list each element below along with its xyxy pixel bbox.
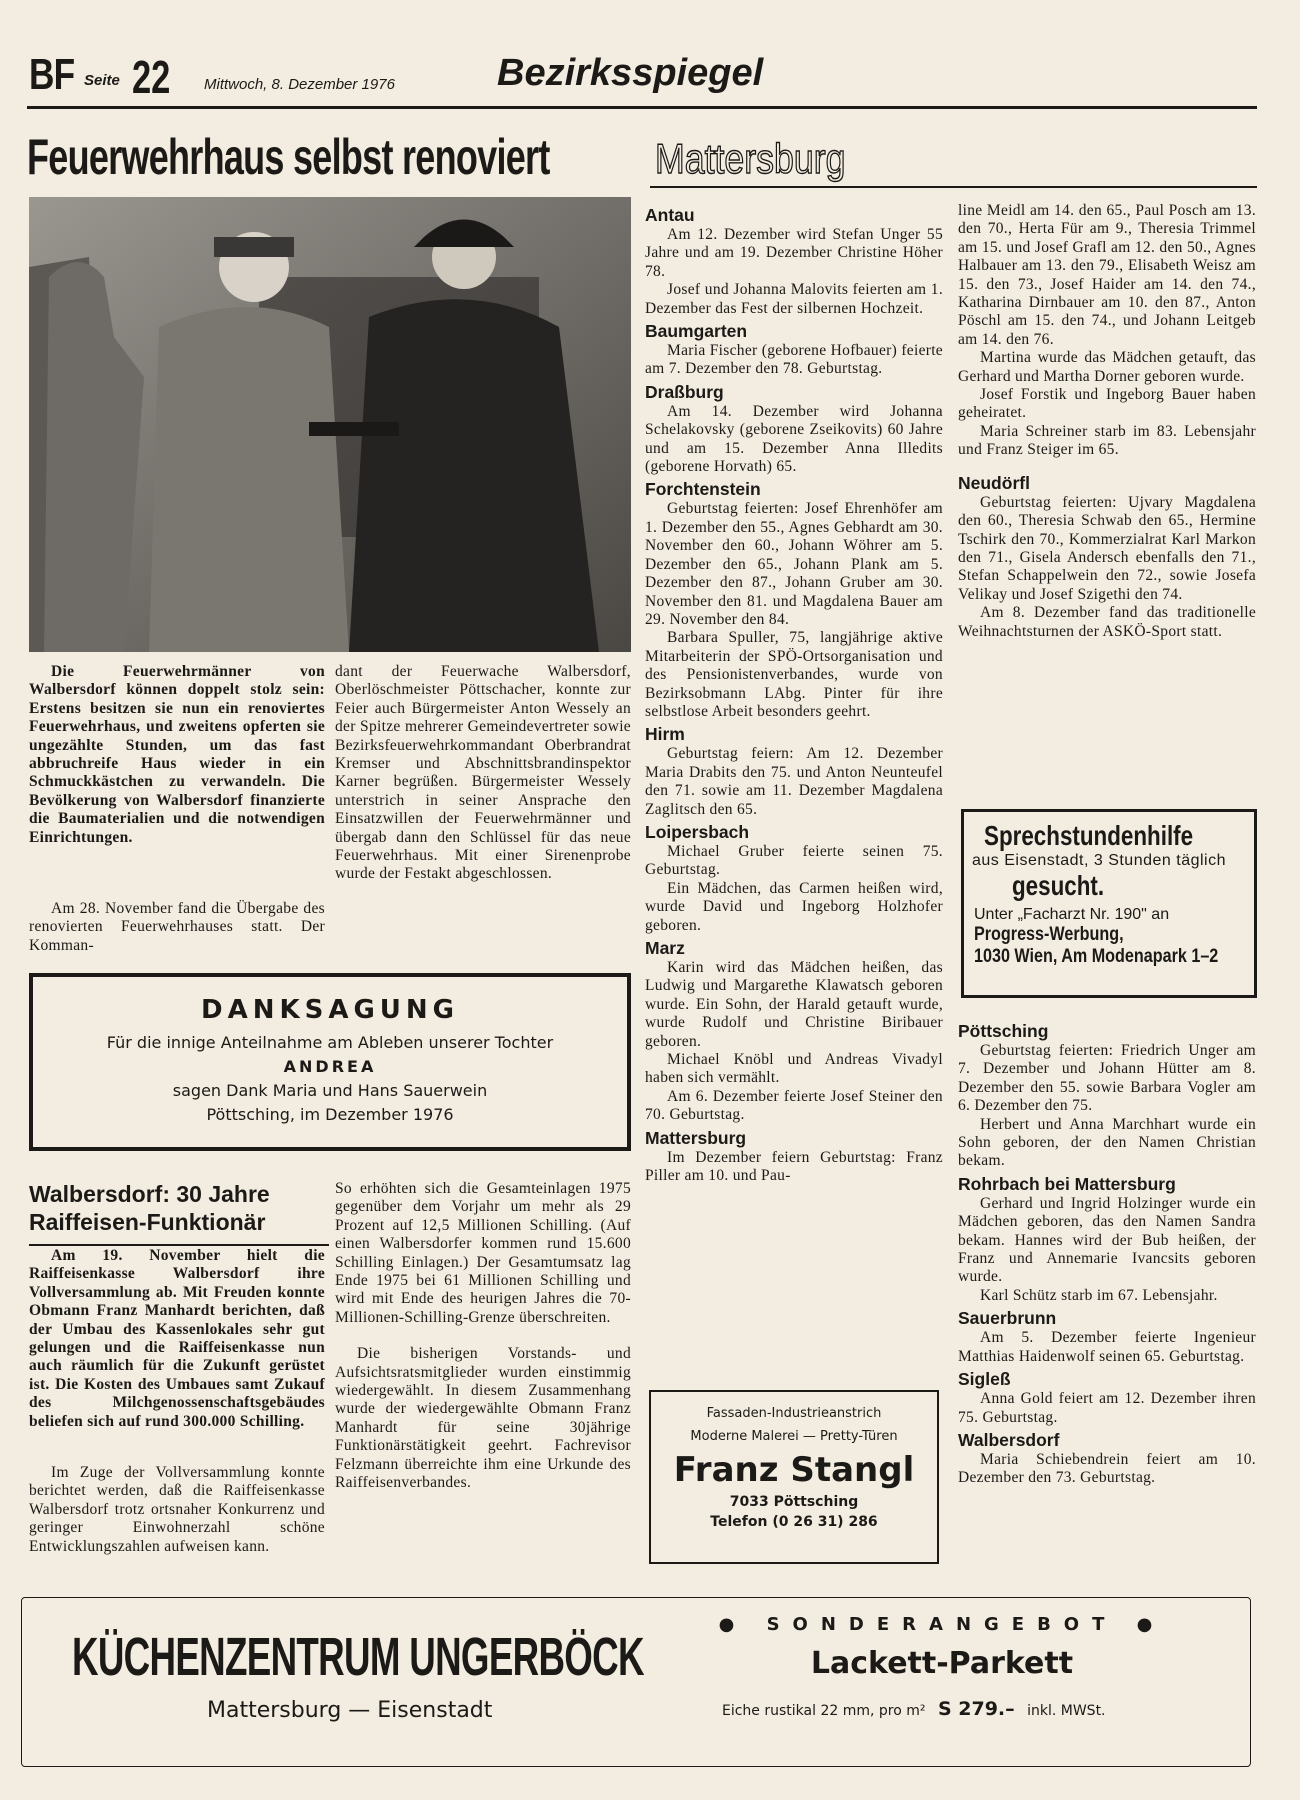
lead-caption-bold: Die Feuerwehrmänner von Walbersdorf können doppelt stolz sein: Erstens besitzen sie nun ein renoviertes Feuerwehrhaus, und zweitens opferten sie ungezählte Stunden, um das fast abbruchreife Haus wieder in ein Schmuckkästchen zu verwandeln. Die Bevölkerung von Walbersdorf finanzierte die Baumaterialien und die notwendigen Einrichtungen. — [29, 663, 325, 846]
fire-station-photo — [29, 197, 631, 652]
news-paragraph: Michael Gruber feierte seinen 75. Geburtstag. — [645, 842, 943, 879]
section-title: Bezirksspiegel — [497, 52, 764, 94]
job-ad-line1: aus Eisenstadt, 3 Stunden täglich — [972, 852, 1226, 869]
news-paragraph: Maria Schreiner starb im 83. Lebensjahr und Franz Steiger im 65. — [958, 422, 1256, 459]
offer-label — [712, 1614, 1172, 1635]
issue-date: Mittwoch, 8. Dezember 1976 — [204, 76, 395, 93]
danksagung-line1: Für die innige Anteilnahme am Ableben unserer Tochter — [106, 1033, 554, 1052]
news-paragraph: Geburtstag feiern: Am 12. Dezember Maria Drabits den 75. und Anton Neunteufel den 71. sowie am 11. Dezember Magdalena Zaglitsch den 65. — [645, 745, 943, 818]
franz-stangl-ad — [649, 1390, 939, 1564]
locality-heading: Forchtenstein — [645, 479, 761, 500]
paper-logo: BF — [29, 50, 75, 99]
danksagung-notice — [29, 973, 631, 1151]
raiffeisen-p4: Die bisherigen Vorstands- und Aufsichtsratsmitglieder wurden einstimmig wiedergewählt. In diesem Zusammenhang wurde der wiedergewählte Obmann Franz Manhardt für seine 30jährige Funktionärstätigkeit geehrt. Fachrevisor Felzmann überreichte ihm eine Urkunde des Raiffeisenverbandes. — [335, 1345, 631, 1492]
page-label: Seite — [84, 72, 120, 89]
news-paragraph: Am 8. Dezember fand das traditionelle Weihnachtsturnen der ASKÖ-Sport statt. — [958, 604, 1256, 640]
danksagung-name: ANDREA — [283, 1057, 377, 1076]
locality-heading: Marz — [645, 938, 685, 958]
raiffeisen-col1 — [29, 1247, 325, 1430]
news-paragraph: Josef und Johanna Malovits feierten am 1. Dezember das Fest der silbernen Hochzeit. — [645, 281, 943, 317]
locality-heading: Walbersdorf — [958, 1429, 1060, 1450]
news-paragraph: Gerhard und Ingrid Holzinger wurde ein Mädchen geboren, das den Namen Sandra bekam. Hannes wird der Bub heißen, der Franz und Annemarie Ivancsits geboren wurde. — [958, 1194, 1256, 1286]
header-rule — [27, 106, 1257, 109]
news-paragraph: Karin wird das Mädchen heißen, das Ludwig und Margarethe Klawatsch geboren wurde. Ein Sohn, der Harald getauft wurde, wurde Rudolf und Christine Biribauer geboren. — [645, 959, 943, 1050]
news-paragraph: Maria Schiebendrein feiert am 10. Dezember den 73. Geburtstag. — [958, 1450, 1256, 1487]
danksagung-title: DANKSAGUNG — [200, 995, 459, 1025]
raiffeisen-col2 — [335, 1180, 631, 1580]
offer-detail: Eiche rustikal 22 mm, pro m² — [722, 1703, 926, 1719]
news-paragraph: line Meidl am 14. den 65., Paul Posch am 13. den 70., Herta Für am 9., Theresia Trimmel am 15. und Josef Grafl am 12. den 50., Agnes Halbauer am 13. den 79., Elisabeth Weisz am 15. den 73., Josef Haider am 14. den 74., Katharina Dirnbauer am 10. den 87., Anton Pöschl am 15. den 74., und Johann Leitgeb am 14. den 76. — [958, 202, 1256, 348]
bullet-icon: ● — [718, 1614, 748, 1635]
raiffeisen-col1b — [29, 1464, 325, 1579]
news-paragraph: Herbert und Anna Marchhart wurde ein Sohn geboren, der den Namen Christian bekam. — [958, 1115, 1256, 1170]
offer-label-text: SONDERANGEBOT — [766, 1614, 1118, 1635]
news-paragraph: Geburtstag feierten: Friedrich Unger am 7. Dezember und Johann Hütter am 8. Dezember den 55. sowie Barbara Vogler am 6. Dezember den 75. — [958, 1042, 1256, 1115]
local-news-column-right-bottom — [958, 1018, 1256, 1583]
locality-heading: Sigleß — [958, 1369, 1011, 1390]
locality-heading: Pöttsching — [958, 1021, 1049, 1041]
news-paragraph: Am 12. Dezember wird Stefan Unger 55 Jahre und am 19. Dezember Christine Höher 78. — [645, 226, 943, 280]
stangl-name: Franz Stangl — [673, 1450, 915, 1490]
offer-tax: inkl. MWSt. — [1027, 1703, 1106, 1719]
news-paragraph: Am 14. Dezember wird Johanna Schelakovsky (geborene Zseikovits) 60 Jahre und am 15. Dezember Anna Illedits (geborene Horvath) 65. — [645, 402, 943, 476]
region-rule — [650, 186, 1257, 188]
raiffeisen-headline: Walbersdorf: 30 Jahre Raiffeisen-Funktionär — [29, 1180, 329, 1246]
stangl-line2: Moderne Malerei — Pretty-Türen — [690, 1429, 898, 1444]
danksagung-line2: sagen Dank Maria und Hans Sauerwein — [172, 1081, 488, 1100]
stangl-line1: Fassaden-Industrieanstrich — [706, 1406, 882, 1421]
offer-detail-line — [722, 1698, 1106, 1720]
offer-price: S 279.– — [937, 1698, 1015, 1720]
news-paragraph: Josef Forstik und Ingeborg Bauer haben geheiratet. — [958, 386, 1256, 422]
job-ad-line2: gesucht. — [1012, 870, 1105, 901]
locality-heading: Neudörfl — [958, 472, 1030, 493]
locality-heading: Hirm — [645, 724, 685, 745]
news-paragraph: Geburtstag feierten: Ujvary Magdalena den 60., Theresia Schwab den 65., Hermine Tschirk den 70., Kommerzialrat Karl Markon den 71., Gisela Andersch ebenfalls den 71., Stefan Schappelwein den 72., sowie Josefa Velikay und Josef Szigethi den 74. — [958, 493, 1256, 603]
local-news-column-right-top — [958, 202, 1256, 802]
news-paragraph: Im Dezember feiern Geburtstag: Franz Piller am 10. und Pau- — [645, 1148, 943, 1185]
news-paragraph: Ein Mädchen, das Carmen heißen wird, wurde David und Ingeborg Holzhofer geboren. — [645, 879, 943, 934]
locality-heading: Antau — [645, 205, 695, 225]
locality-heading: Baumgarten — [645, 321, 748, 342]
job-ad-line5: 1030 Wien, Am Modenapark 1–2 — [974, 946, 1219, 967]
news-paragraph: Karl Schütz starb im 67. Lebensjahr. — [980, 1286, 1218, 1304]
news-paragraph: Michael Knöbl und Andreas Vivadyl haben sich vermählt. — [645, 1051, 943, 1087]
locality-heading: Sauerbrunn — [958, 1308, 1057, 1329]
kuechenzentrum-ad — [21, 1597, 1251, 1767]
kueche-locations: Mattersburg — Eisenstadt — [207, 1698, 493, 1723]
job-ad-title: Sprechstundenhilfe — [984, 820, 1194, 851]
lead-caption-cont: dant der Feuerwache Walbersdorf, Oberlöschmeister Pöttschacher, konnte zur Feier auch Bürgermeister Anton Wessely an der Spitze mehrerer Gemeindevertreter sowie Bezirksfeuerwehrkommandant Oberbrandrat Kremser und Abschnittsbrandinspektor Karner begrüßen. Bürgermeister Wessely unterstrich in seiner Ansprache den Einsatzwillen der Feuerwehrmänner und übergab dann den Schlüssel für das neue Feuerwehrhaus. Mit einer Sirenenprobe wurde der Festakt abgeschlossen. — [335, 663, 631, 883]
raiffeisen-p3: So erhöhten sich die Gesamteinlagen 1975 gegenüber dem Vorjahr um mehr als 29 Prozent auf 12,5 Millionen Schilling. (Auf einen Walbersdorfer kommen rund 15.600 Schilling Einlagen.) Der Gesamtumsatz lag Ende 1975 bei 61 Millionen Schilling und wird mit Ende des heurigen Jahres die 70-Millionen-Schilling-Grenze überschreiten. — [335, 1180, 631, 1326]
raiffeisen-lead: Am 19. November hielt die Raiffeisenkasse Walbersdorf ihre Vollversammlung ab. Mit Freuden konnte Obmann Franz Manhardt berichten, daß der Umbau des Kassenlokales sehr gut gelungen und die Raiffeisenkasse nun auch räumlich für die Zukunft gerüstet ist. Die Kosten des Umbaues samt Zukauf des Milchgenossenschaftsgebäudes beliefen sich auf rund 300.000 Schilling. — [29, 1247, 325, 1430]
news-paragraph: Am 5. Dezember feierte Ingenieur Matthias Haidenwolf seinen 65. Geburtstag. — [958, 1329, 1256, 1365]
region-title: Mattersburg — [655, 135, 846, 182]
locality-heading: Mattersburg — [645, 1127, 747, 1148]
main-headline: Feuerwehrhaus selbst renoviert — [27, 129, 550, 185]
news-paragraph: Martina wurde das Mädchen getauft, das Gerhard und Martha Dorner geboren wurde. — [958, 349, 1256, 385]
stangl-phone: Telefon (0 26 31) 286 — [710, 1514, 878, 1530]
job-ad-line3: Unter „Facharzt Nr. 190" an — [974, 906, 1170, 923]
locality-heading: Loipersbach — [645, 821, 750, 842]
job-ad-line4: Progress-Werbung, — [974, 924, 1124, 945]
lead-caption-p2: Am 28. November fand die Übergabe des renovierten Feuerwehrhauses statt. Der Komman- — [29, 900, 325, 954]
job-ad — [961, 809, 1257, 998]
locality-heading: Rohrbach bei Mattersburg — [958, 1173, 1176, 1194]
lead-caption-col1 — [29, 663, 325, 908]
lead-caption-col1b — [29, 900, 325, 960]
local-news-column-middle — [645, 202, 943, 1392]
news-paragraph: Anna Gold feiert am 12. Dezember ihren 75. Geburtstag. — [958, 1390, 1256, 1426]
danksagung-line3: Pöttsching, im Dezember 1976 — [206, 1105, 454, 1124]
locality-heading: Draßburg — [645, 381, 724, 402]
bullet-icon: ● — [1136, 1614, 1166, 1635]
raiffeisen-p2: Im Zuge der Vollversammlung konnte berichtet werden, daß die Raiffeisenkasse Walbersdorf trotz ortsnaher Konkurrenz und geringer Einwohnerzahl schöne Entwicklungszahlen aufweisen kann. — [29, 1464, 325, 1555]
news-paragraph: Am 6. Dezember feierte Josef Steiner den 70. Geburtstag. — [645, 1087, 943, 1124]
news-paragraph: Barbara Spuller, 75, langjährige aktive Mitarbeiterin der SPÖ-Ortsorganisation und des Pensionistenverbandes, wurde von Bezirksobmann LAbg. Pinter für ihre selbstlose Arbeit besonders geehrt. — [645, 629, 943, 720]
lead-caption-col2 — [335, 663, 631, 959]
offer-product: Lackett-Parkett — [810, 1646, 1074, 1681]
kueche-name: KÜCHENZENTRUM UNGERBÖCK — [72, 1627, 644, 1687]
news-paragraph: Geburtstag feierten: Josef Ehrenhöfer am 1. Dezember den 55., Agnes Gebhardt am 30. November den 60., Johann Wöhrer am 5. Dezember den 65., Johann Plank am 5. Dezember den 87., Johann Gruber am 30. November den 81. und Magdalena Bauer am 29. November den 84. — [645, 500, 943, 628]
news-paragraph: Maria Fischer (geborene Hofbauer) feierte am 7. Dezember den 78. Geburtstag. — [645, 342, 943, 378]
stangl-address: 7033 Pöttsching — [729, 1494, 859, 1510]
page-number: 22 — [132, 51, 171, 103]
